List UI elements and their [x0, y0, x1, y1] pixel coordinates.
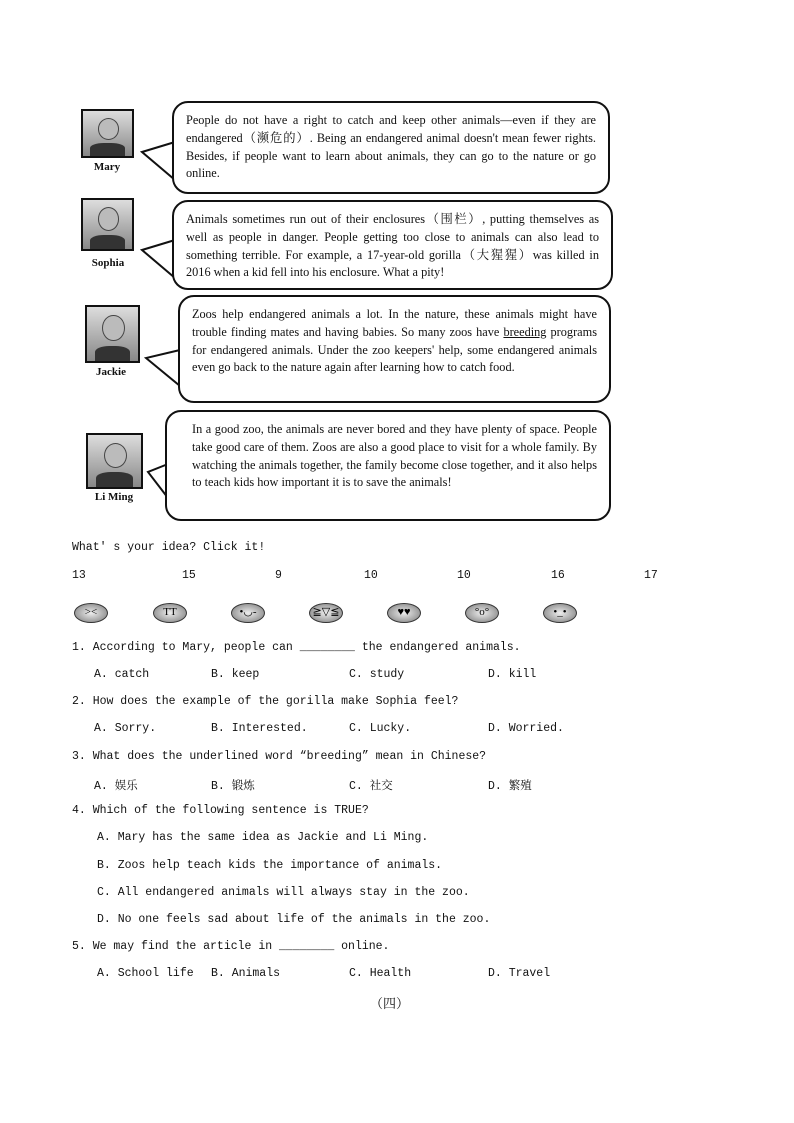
poll-count: 10	[457, 569, 471, 582]
speech-text: Zoos help endangered animals a lot. In the nature, these animals might have trouble finding mates and having babies. So many zoos have	[192, 307, 597, 339]
option-a[interactable]: A. 娱乐	[94, 780, 138, 793]
mary-photo	[81, 109, 134, 158]
page-footer: （四）	[370, 996, 410, 1011]
speech-bubble-mary	[172, 101, 610, 194]
option-d[interactable]: D. Worried.	[488, 722, 564, 735]
question-3: 3. What does the underlined word “breeding” mean in Chinese?	[72, 750, 487, 763]
option-a[interactable]: A. Sorry.	[94, 722, 157, 735]
question-4: 4. Which of the following sentence is TRUE?	[72, 804, 369, 817]
speech-text: People do not have a right to catch and keep other animals—even if they are endangered（濒危的）. Being an endangered animal doesn't mean fewer rights. Besides, if people want to learn about animals, they can go to the nature or go online.	[186, 113, 596, 181]
li-ming-photo	[86, 433, 143, 489]
poll-prompt: What' s your idea? Click it!	[72, 541, 266, 554]
jackie-photo	[85, 305, 140, 363]
option-b[interactable]: B. 锻炼	[211, 780, 255, 793]
speaker-name: Jackie	[96, 366, 126, 378]
speaker-name: Sophia	[91, 257, 125, 269]
speaker-name: Li Ming	[94, 491, 134, 503]
option-c[interactable]: C. Lucky.	[349, 722, 412, 735]
option-d[interactable]: D. No one feels sad about life of the animals in the zoo.	[97, 913, 491, 926]
speech-text: programs for endangered animals. Under the zoo keepers' help, some endangered animals even go back to the nature again after learning how to catch food.	[192, 324, 597, 375]
poll-count: 10	[364, 569, 378, 582]
shocked-face-icon[interactable]: °o°	[465, 603, 499, 623]
option-b[interactable]: B. keep	[211, 668, 260, 681]
poll-count: 13	[72, 569, 86, 582]
speech-bubble-sophia	[172, 200, 613, 290]
crying-face-icon[interactable]: TT	[153, 603, 187, 623]
option-a[interactable]: A. Mary has the same idea as Jackie and Li Ming.	[97, 831, 429, 844]
option-b[interactable]: B. Interested.	[211, 722, 308, 735]
option-b[interactable]: B. Zoos help teach kids the importance of animals.	[97, 859, 443, 872]
option-d[interactable]: D. Travel	[488, 967, 551, 980]
question-5: 5. We may find the article in ________ online.	[72, 940, 390, 953]
option-c[interactable]: C. All endangered animals will always stay in the zoo.	[97, 886, 470, 899]
winking-face-icon[interactable]: •◡-	[231, 603, 265, 623]
option-d[interactable]: D. 繁殖	[488, 780, 532, 793]
poll-count: 15	[182, 569, 196, 582]
question-2: 2. How does the example of the gorilla make Sophia feel?	[72, 695, 459, 708]
speech-bubble-li-ming	[165, 410, 611, 521]
speech-text: In a good zoo, the animals are never bored and they have plenty of space. People take good care of them. Zoos are also a good place to visit for a whole family. By watching the animals together, the family become close together, and it also helps to teach kids how important it is to save the animals!	[192, 422, 597, 490]
option-c[interactable]: C. 社交	[349, 780, 393, 793]
option-a[interactable]: A. catch	[94, 668, 150, 681]
angry-face-icon[interactable]: ><	[74, 603, 108, 623]
option-b[interactable]: B. Animals	[211, 967, 281, 980]
sophia-photo	[81, 198, 134, 251]
poll-count: 17	[644, 569, 658, 582]
option-c[interactable]: C. Health	[349, 967, 412, 980]
heart-eyes-face-icon[interactable]: ♥♥	[387, 603, 421, 623]
speech-bubble-jackie	[178, 295, 611, 403]
option-d[interactable]: D. kill	[488, 668, 537, 681]
option-a[interactable]: A. School life	[97, 967, 194, 980]
speaker-name: Mary	[93, 161, 121, 173]
speech-text: Animals sometimes run out of their enclosures（围栏）, putting themselves as well as people in danger. People getting too close to animals can also lead to something terrible. For example, a 17-year-old gorilla（大猩猩）was killed in 2016 when a kid fell into his enclosure. What a pity!	[186, 212, 599, 280]
underlined-word: breeding	[503, 324, 547, 339]
neutral-face-icon[interactable]: •_•	[543, 603, 577, 623]
question-1: 1. According to Mary, people can ________ the endangered animals.	[72, 641, 521, 654]
laughing-face-icon[interactable]: ≧▽≦	[309, 603, 343, 623]
option-c[interactable]: C. study	[349, 668, 405, 681]
poll-count: 9	[275, 569, 282, 582]
poll-count: 16	[551, 569, 565, 582]
